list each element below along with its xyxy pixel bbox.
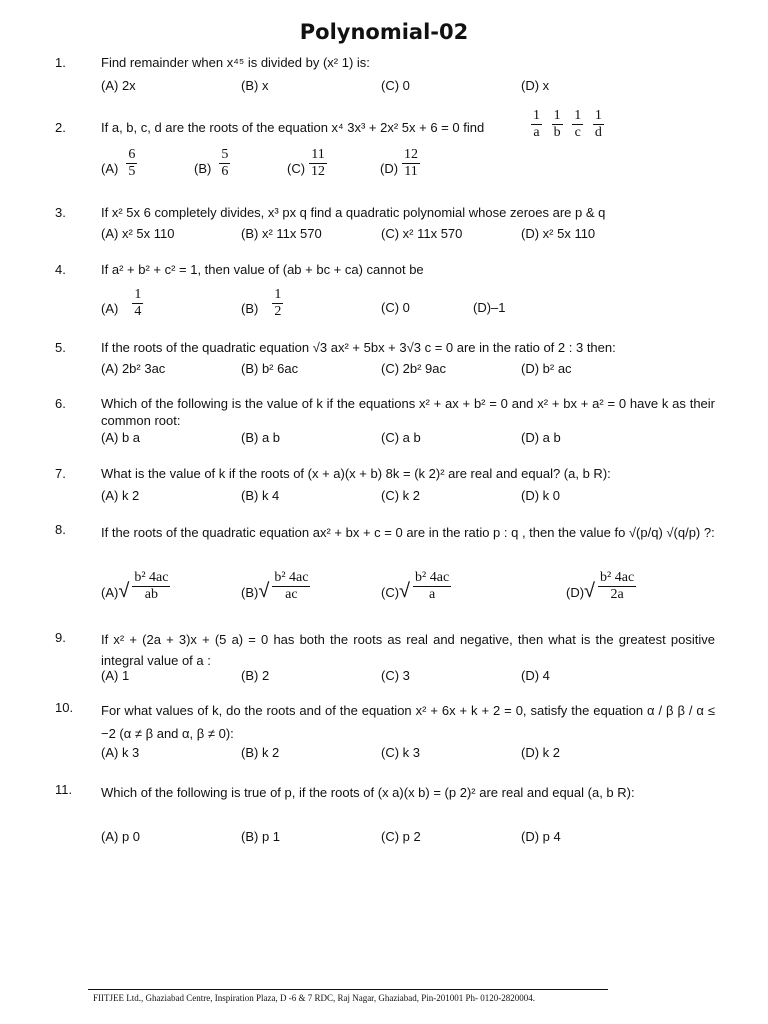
find-expression: $\frac{1}{a}$ $\frac{1}{b}$ $\frac{1}{c}$ $\frac{1}{d}$ <box>533 108 602 140</box>
question-number: 3. <box>55 205 66 220</box>
option-c: (C) $\frac{11}{12}$ <box>287 147 326 179</box>
footer-divider <box>88 989 608 990</box>
page-title: Polynomial-02 <box>299 20 469 44</box>
option-c: (C) 0 <box>381 300 410 315</box>
option-d: (D) k 2 <box>521 745 560 760</box>
option-b: (B) x <box>241 78 269 93</box>
question-number: 4. <box>55 262 66 277</box>
option-a: (A) b a <box>101 430 141 445</box>
option-d: (D)√ $\frac{\text{b² 4ac}}{2a}$ <box>566 570 635 603</box>
question-number: 10. <box>55 700 74 715</box>
option-a: (A) 2x <box>101 78 136 93</box>
option-d: (D) 4 <box>521 668 550 683</box>
question-text: If the roots of the quadratic equation √3 ax² + 5bx + 3√3 c = 0 are in the ratio of 2 : 3 then: <box>101 340 616 355</box>
question-text: If x² 5x 6 completely divides, x³ px q find a quadratic polynomial whose zeroes are p & q <box>101 205 606 220</box>
option-b: (B) $\frac{5}{6}$ <box>194 147 229 179</box>
question-text: If the roots of the quadratic equation ax² + bx + c = 0 are in the ratio p : q , then the value fo √(p/q) √(q/p) ?: <box>101 525 715 540</box>
option-a: (A) k 3 <box>101 745 140 760</box>
question-text: Which of the following is true of p, if the roots of (x a)(x b) = (p 2)² are real and equal (a, b R): <box>101 785 635 800</box>
option-b: (B) b² 6ac <box>241 361 299 376</box>
footer-address: FIITJEE Ltd., Ghaziabad Centre, Inspiration Plaza, D -6 & 7 RDC, Raj Nagar, Ghaziabad, Pin-201001 Ph- 0120-2820004. <box>93 993 536 1003</box>
option-d: (D)–1 <box>473 300 506 315</box>
question-number: 1. <box>55 55 66 70</box>
option-c: (C) 0 <box>381 78 410 93</box>
question-number: 6. <box>55 396 66 411</box>
option-b: (B) $\frac{1}{2}$ <box>241 287 282 319</box>
option-c: (C) 3 <box>381 668 410 683</box>
option-c: (C)√ $\frac{\text{b² 4ac}}{a}$ <box>381 570 450 603</box>
option-b: (B) k 2 <box>241 745 280 760</box>
option-c: (C) p 2 <box>381 829 421 844</box>
question-number: 9. <box>55 630 66 645</box>
option-d: (D) p 4 <box>521 829 561 844</box>
option-a: (A) 2b² 3ac <box>101 361 166 376</box>
question-text: What is the value of k if the roots of (x + a)(x + b) 8k = (k 2)² are real and equal? (a, b R): <box>101 466 611 481</box>
option-c: (C) x² 11x 570 <box>381 226 463 241</box>
option-d: (D) x² 5x 110 <box>521 226 596 241</box>
question-number: 2. <box>55 120 66 135</box>
option-b: (B) 2 <box>241 668 270 683</box>
option-a: (A) 1 <box>101 668 130 683</box>
option-a: (A) $\frac{1}{4}$ <box>101 287 142 319</box>
question-text: Which of the following is the value of k if the equations x² + ax + b² = 0 and x² + bx + a² = 0 have k as their common root: <box>101 396 715 428</box>
option-a: (A) x² 5x 110 <box>101 226 175 241</box>
question-text: If a² + b² + c² = 1, then value of (ab + bc + ca) cannot be <box>101 262 424 277</box>
question-number: 7. <box>55 466 66 481</box>
option-c: (C) a b <box>381 430 421 445</box>
option-a: (A) p 0 <box>101 829 141 844</box>
option-b: (B)√ $\frac{\text{b² 4ac}}{ac}$ <box>241 570 309 603</box>
option-d: (D) $\frac{12}{11}$ <box>380 147 419 179</box>
question-text: For what values of k, do the roots and of the equation x² + 6x + k + 2 = 0, satisfy the equation α / β β / α ≤ −2 (α ≠ β and α, β ≠ 0): <box>101 703 715 741</box>
option-d: (D) a b <box>521 430 561 445</box>
option-c: (C) k 3 <box>381 745 420 760</box>
option-a: (A)√ $\frac{\text{b² 4ac}}{ab}$ <box>101 570 169 603</box>
option-d: (D) k 0 <box>521 488 560 503</box>
option-a: (A) k 2 <box>101 488 140 503</box>
option-b: (B) p 1 <box>241 829 281 844</box>
question-text: If a, b, c, d are the roots of the equation x⁴ 3x³ + 2x² 5x + 6 = 0 find <box>101 120 485 135</box>
question-text: If x² + (2a + 3)x + (5 a) = 0 has both the roots as real and negative, then what is the greatest positive integral value of a : <box>101 632 715 668</box>
question-number: 11. <box>55 782 73 797</box>
option-b: (B) k 4 <box>241 488 280 503</box>
option-c: (C) k 2 <box>381 488 420 503</box>
option-b: (B) a b <box>241 430 281 445</box>
option-d: (D) x <box>521 78 550 93</box>
option-c: (C) 2b² 9ac <box>381 361 447 376</box>
question-text: Find remainder when x⁴⁵ is divided by (x² 1) is: <box>101 55 370 70</box>
question-number: 5. <box>55 340 66 355</box>
option-b: (B) x² 11x 570 <box>241 226 322 241</box>
question-number: 8. <box>55 522 66 537</box>
option-a: (A) $\frac{6}{5}$ <box>101 147 136 179</box>
option-d: (D) b² ac <box>521 361 572 376</box>
